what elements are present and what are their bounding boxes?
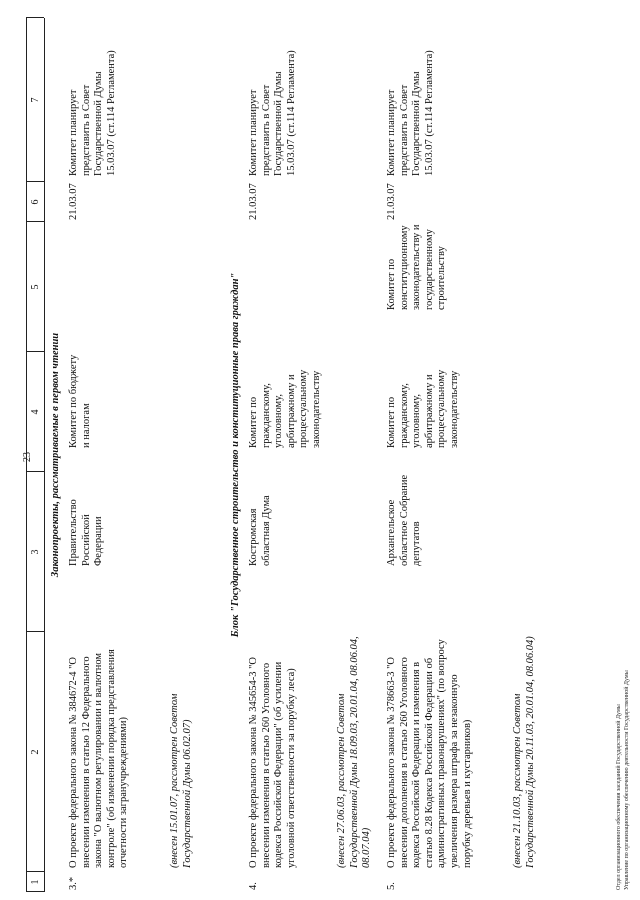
review-date: 21.03.07 — [386, 183, 397, 220]
col-divider — [26, 351, 44, 352]
bill-note: (внесен 21.10.03, рассмотрен Советом Государственной Думы 20.11.03, 20.01.04, 08.06.04) — [512, 636, 536, 868]
column-number: 3 — [30, 549, 41, 555]
column-number: 5 — [30, 284, 41, 290]
bill-note: (внесен 15.01.07, рассмотрен Советом Государственной Думы 06.02.07) — [169, 693, 193, 868]
bill-note: (внесен 27.06.03, рассмотрен Советом Государственной Думы 18.09.03, 20.01.04, 08.06.04, 08.07.04) — [336, 636, 373, 868]
footer-line: Управление по организационному обеспечению деятельности Государственной Думы — [624, 670, 630, 890]
responsible-committee: Комитет по гражданскому, уголовному, арбитражному и процессуальному законодательству — [386, 369, 460, 448]
responsible-committee: Комитет по гражданскому, уголовному, арбитражному и процессуальному законодательству — [248, 369, 322, 448]
page-number: 23 — [22, 452, 33, 462]
review-date: 21.03.07 — [68, 183, 79, 220]
section-heading: Законопроекты, рассматриваемые в первом чтении — [50, 332, 61, 578]
col-divider — [26, 631, 44, 632]
table-header-border — [44, 18, 45, 892]
decision: Комитет планирует представить в Совет Государственной Думы 15.03.07 (ст.114 Регламента) — [68, 50, 117, 176]
column-number: 1 — [30, 879, 41, 885]
initiator: Костромская областная Дума — [248, 495, 272, 566]
bill-title: О проекте федерального закона № 384672-4 "О внесении изменения в статью 12 Федерального закона "О валютном регулировании и валютном контроле" (об изменении порядка представления отчетности загранучреждениями) — [68, 649, 130, 868]
column-number: 7 — [30, 97, 41, 103]
row-number: 3.* — [68, 876, 79, 890]
bill-title: О проекте федерального закона № 378663-3 "О внесении дополнения в статью 260 Уголовного кодекса Российской Федерации и изменения в статью 8.28 Кодекса Российской Федерации об административных правонарушениях" (по вопросу увеличения размера штрафа за незаконную порубку деревьев и кустарников) — [386, 639, 473, 868]
table-top-border — [26, 18, 27, 892]
column-number: 2 — [30, 749, 41, 755]
block-heading: Блок "Государственное строительство и конституционные права граждан" — [230, 272, 241, 638]
column-number: 4 — [30, 409, 41, 415]
col-divider — [26, 221, 44, 222]
col-divider — [26, 471, 44, 472]
column-number: 6 — [30, 199, 41, 205]
footer-line: Отдел организационного обеспечения заседаний Государственной Думы — [616, 704, 622, 890]
bill-title: О проекте федерального закона № 345654-3 "О внесении изменения в статью 260 Уголовного кодекса Российской Федерации" (об усилении уголовной ответственности за порубку леса) — [248, 656, 297, 868]
initiator: Правительство Российской Федерации — [68, 499, 105, 566]
table-right-border — [26, 17, 44, 18]
review-date: 21.03.07 — [248, 183, 259, 220]
initiator: Архангельское областное Собрание депутатов — [386, 474, 423, 566]
decision: Комитет планирует представить в Совет Государственной Думы 15.03.07 (ст.114 Регламента) — [386, 50, 435, 176]
row-number: 5. — [386, 882, 397, 890]
row-number: 4. — [248, 882, 259, 890]
decision: Комитет планирует представить в Совет Государственной Думы 15.03.07 (ст.114 Регламента) — [248, 50, 297, 176]
responsible-committee: Комитет по бюджету и налогам — [68, 354, 92, 448]
co-committee: Комитет по конституционному законодательству и государственному строительству — [386, 224, 448, 310]
col-divider — [26, 181, 44, 182]
